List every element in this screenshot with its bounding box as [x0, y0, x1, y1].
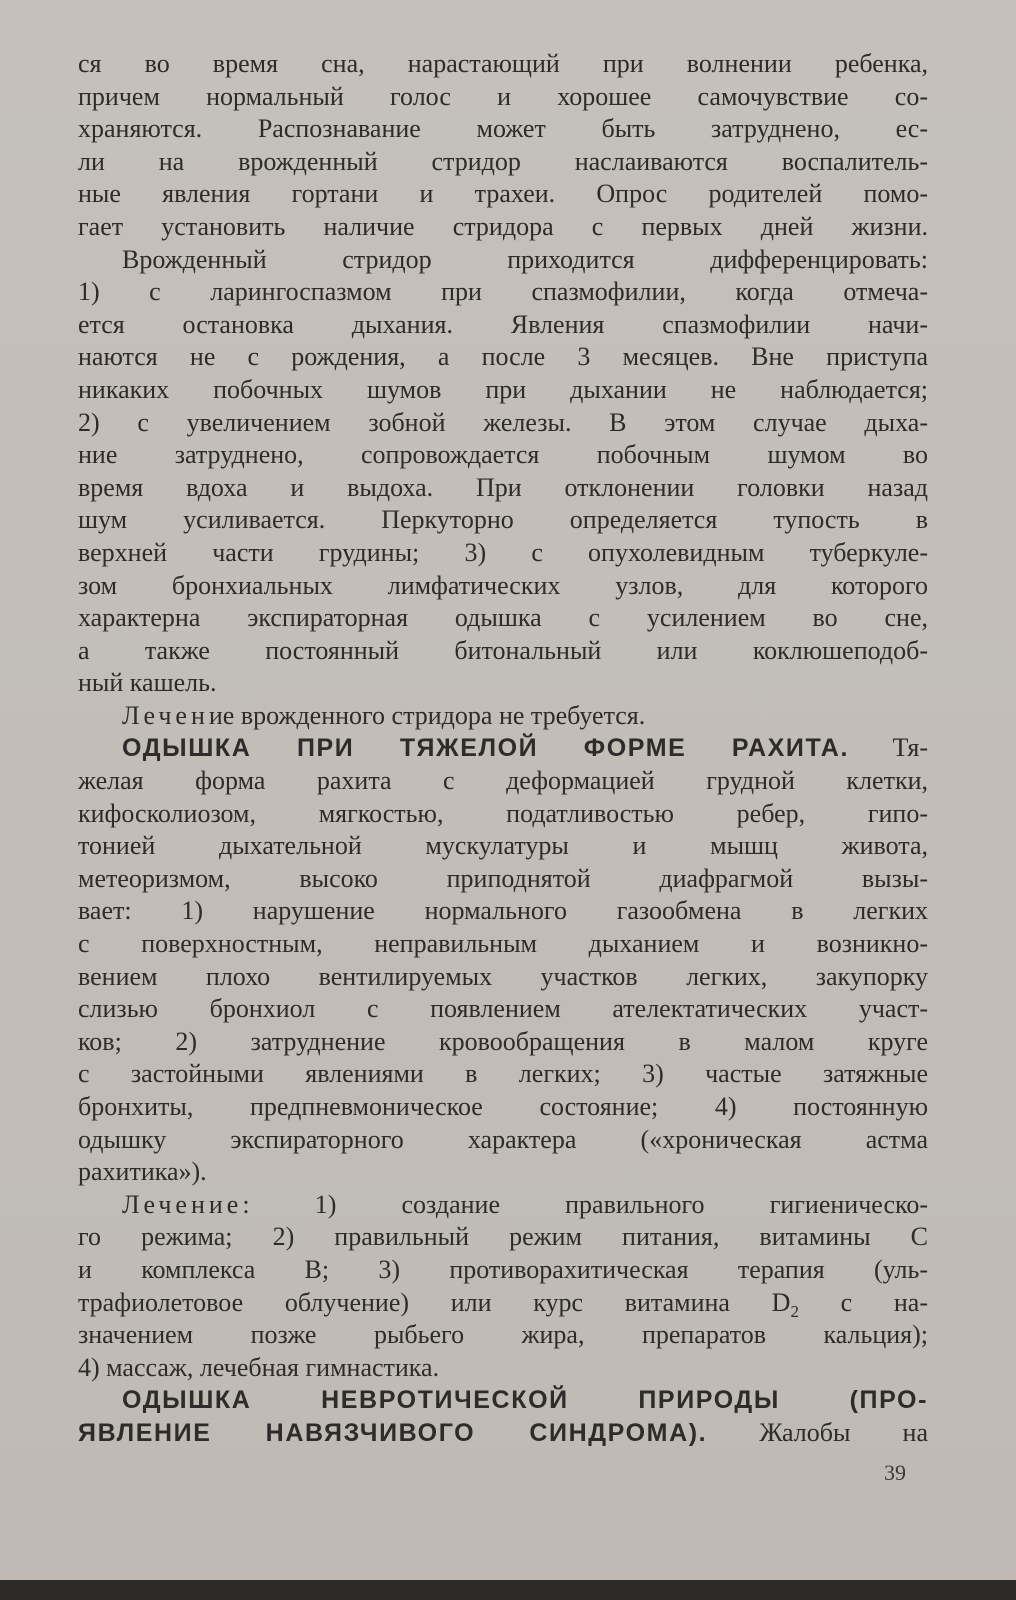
- text-line: с застойными явлениями в легких; 3) частые затяжные: [78, 1059, 928, 1089]
- text-line: [78, 1384, 928, 1417]
- text-line: ный кашель.: [78, 668, 217, 698]
- text-line: слизью бронхиол с появлением ателектатических участ-: [78, 994, 928, 1024]
- text-line: [78, 700, 928, 733]
- text-line: ние затруднено, сопровождается побочным шумом во: [78, 440, 928, 470]
- text-line: причем нормальный голос и хорошее самочувствие со-: [78, 81, 928, 111]
- text-line: тонией дыхательной мускулатуры и мышц живота,: [78, 831, 928, 861]
- text-line: вением плохо вентилируемых участков легких, закупорку: [78, 961, 928, 991]
- text-run: с на-: [798, 1287, 928, 1317]
- text-line: 2) с увеличением зобной железы. В этом случае дыха-: [78, 407, 928, 437]
- text-line: желая форма рахита с деформацией грудной клетки,: [78, 766, 928, 796]
- text-line: 4) массаж, лечебная гимнастика.: [78, 1352, 440, 1382]
- text-line: значением позже рыбьего жира, препаратов кальция);: [78, 1320, 928, 1350]
- text-line: шум усиливается. Перкуторно определяется тупость в: [78, 505, 928, 535]
- text-run: : 1) создание правильного гигиеническо-: [242, 1189, 928, 1219]
- text-line: ли на врожденный стридор наслаиваются воспалитель-: [78, 146, 928, 176]
- text-line: го режима; 2) правильный режим питания, витамины С: [78, 1222, 928, 1252]
- text-line: вает: 1) нарушение нормального газообмена в легких: [78, 896, 928, 926]
- text-line: [78, 1417, 928, 1450]
- page-bottom-edge: [0, 1580, 1016, 1600]
- text-line: а также постоянный битональный или коклюшеподоб-: [78, 635, 928, 665]
- text-line: ные явления гортани и трахеи. Опрос родителей помо-: [78, 179, 928, 209]
- text-line: 1) с ларингоспазмом при спазмофилии, когда отмеча-: [78, 277, 928, 307]
- text-line: рахитика»).: [78, 1157, 207, 1187]
- text-line: с поверхностным, неправильным дыханием и возникно-: [78, 929, 928, 959]
- text-line: одышку экспираторного характера («хроническая астма: [78, 1124, 928, 1154]
- spaced-word: Лечен: [122, 700, 209, 730]
- body-text: [78, 48, 928, 1450]
- text-line: зом бронхиальных лимфатических узлов, для которого: [78, 570, 928, 600]
- text-run: Тя-: [892, 733, 928, 763]
- section-heading: ОДЫШКА ПРИ ТЯЖЕЛОЙ ФОРМЕ РАХИТА.: [122, 734, 849, 763]
- text-line: [78, 1287, 928, 1320]
- page-number: 39: [884, 1460, 906, 1485]
- text-line: ков; 2) затруднение кровообращения в малом круге: [78, 1026, 928, 1056]
- subscript: 2: [790, 1301, 799, 1321]
- text-line: и комплекса В; 3) противорахитическая терапия (уль-: [78, 1254, 928, 1284]
- section-heading: ЯВЛЕНИЕ НАВЯЗЧИВОГО СИНДРОМА).: [78, 1418, 708, 1447]
- text-line: Врожденный стридор приходится дифференцировать:: [122, 244, 928, 274]
- text-run: Жалобы на: [707, 1417, 928, 1447]
- text-line: время вдоха и выдоха. При отклонении головки назад: [78, 472, 928, 502]
- text-run: трафиолетовое облучение) или курс витамина D: [78, 1287, 791, 1317]
- text-line: наются не с рождения, а после 3 месяцев. Вне приступа: [78, 342, 928, 372]
- text-line: [78, 1189, 928, 1222]
- text-line: бронхиты, предпневмоническое состояние; 4) постоянную: [78, 1092, 928, 1121]
- section-heading: ОДЫШКА НЕВРОТИЧЕСКОЙ ПРИРОДЫ (ПРО-: [122, 1386, 928, 1415]
- text-line: кифосколиозом, мягкостью, податливостью ребер, гипо-: [78, 798, 928, 828]
- text-line: [78, 732, 928, 765]
- text-line: характерна экспираторная одышка с усилением во сне,: [78, 603, 928, 633]
- text-line: гает установить наличие стридора с первых дней жизни.: [78, 211, 928, 241]
- text-line: ся во время сна, нарастающий при волнении ребенка,: [78, 49, 928, 78]
- text-line: храняются. Распознавание может быть затруднено, ес-: [78, 114, 928, 144]
- spaced-word: Лечение: [122, 1189, 243, 1219]
- text-line: никаких побочных шумов при дыхании не наблюдается;: [78, 374, 928, 404]
- text-run: ие врожденного стридора не требуется.: [208, 700, 646, 730]
- text-line: верхней части грудины; 3) с опухолевидным туберкуле-: [78, 537, 928, 567]
- text-line: ется остановка дыхания. Явления спазмофилии начи-: [78, 309, 928, 339]
- text-line: метеоризмом, высоко приподнятой диафрагмой вызы-: [78, 863, 928, 893]
